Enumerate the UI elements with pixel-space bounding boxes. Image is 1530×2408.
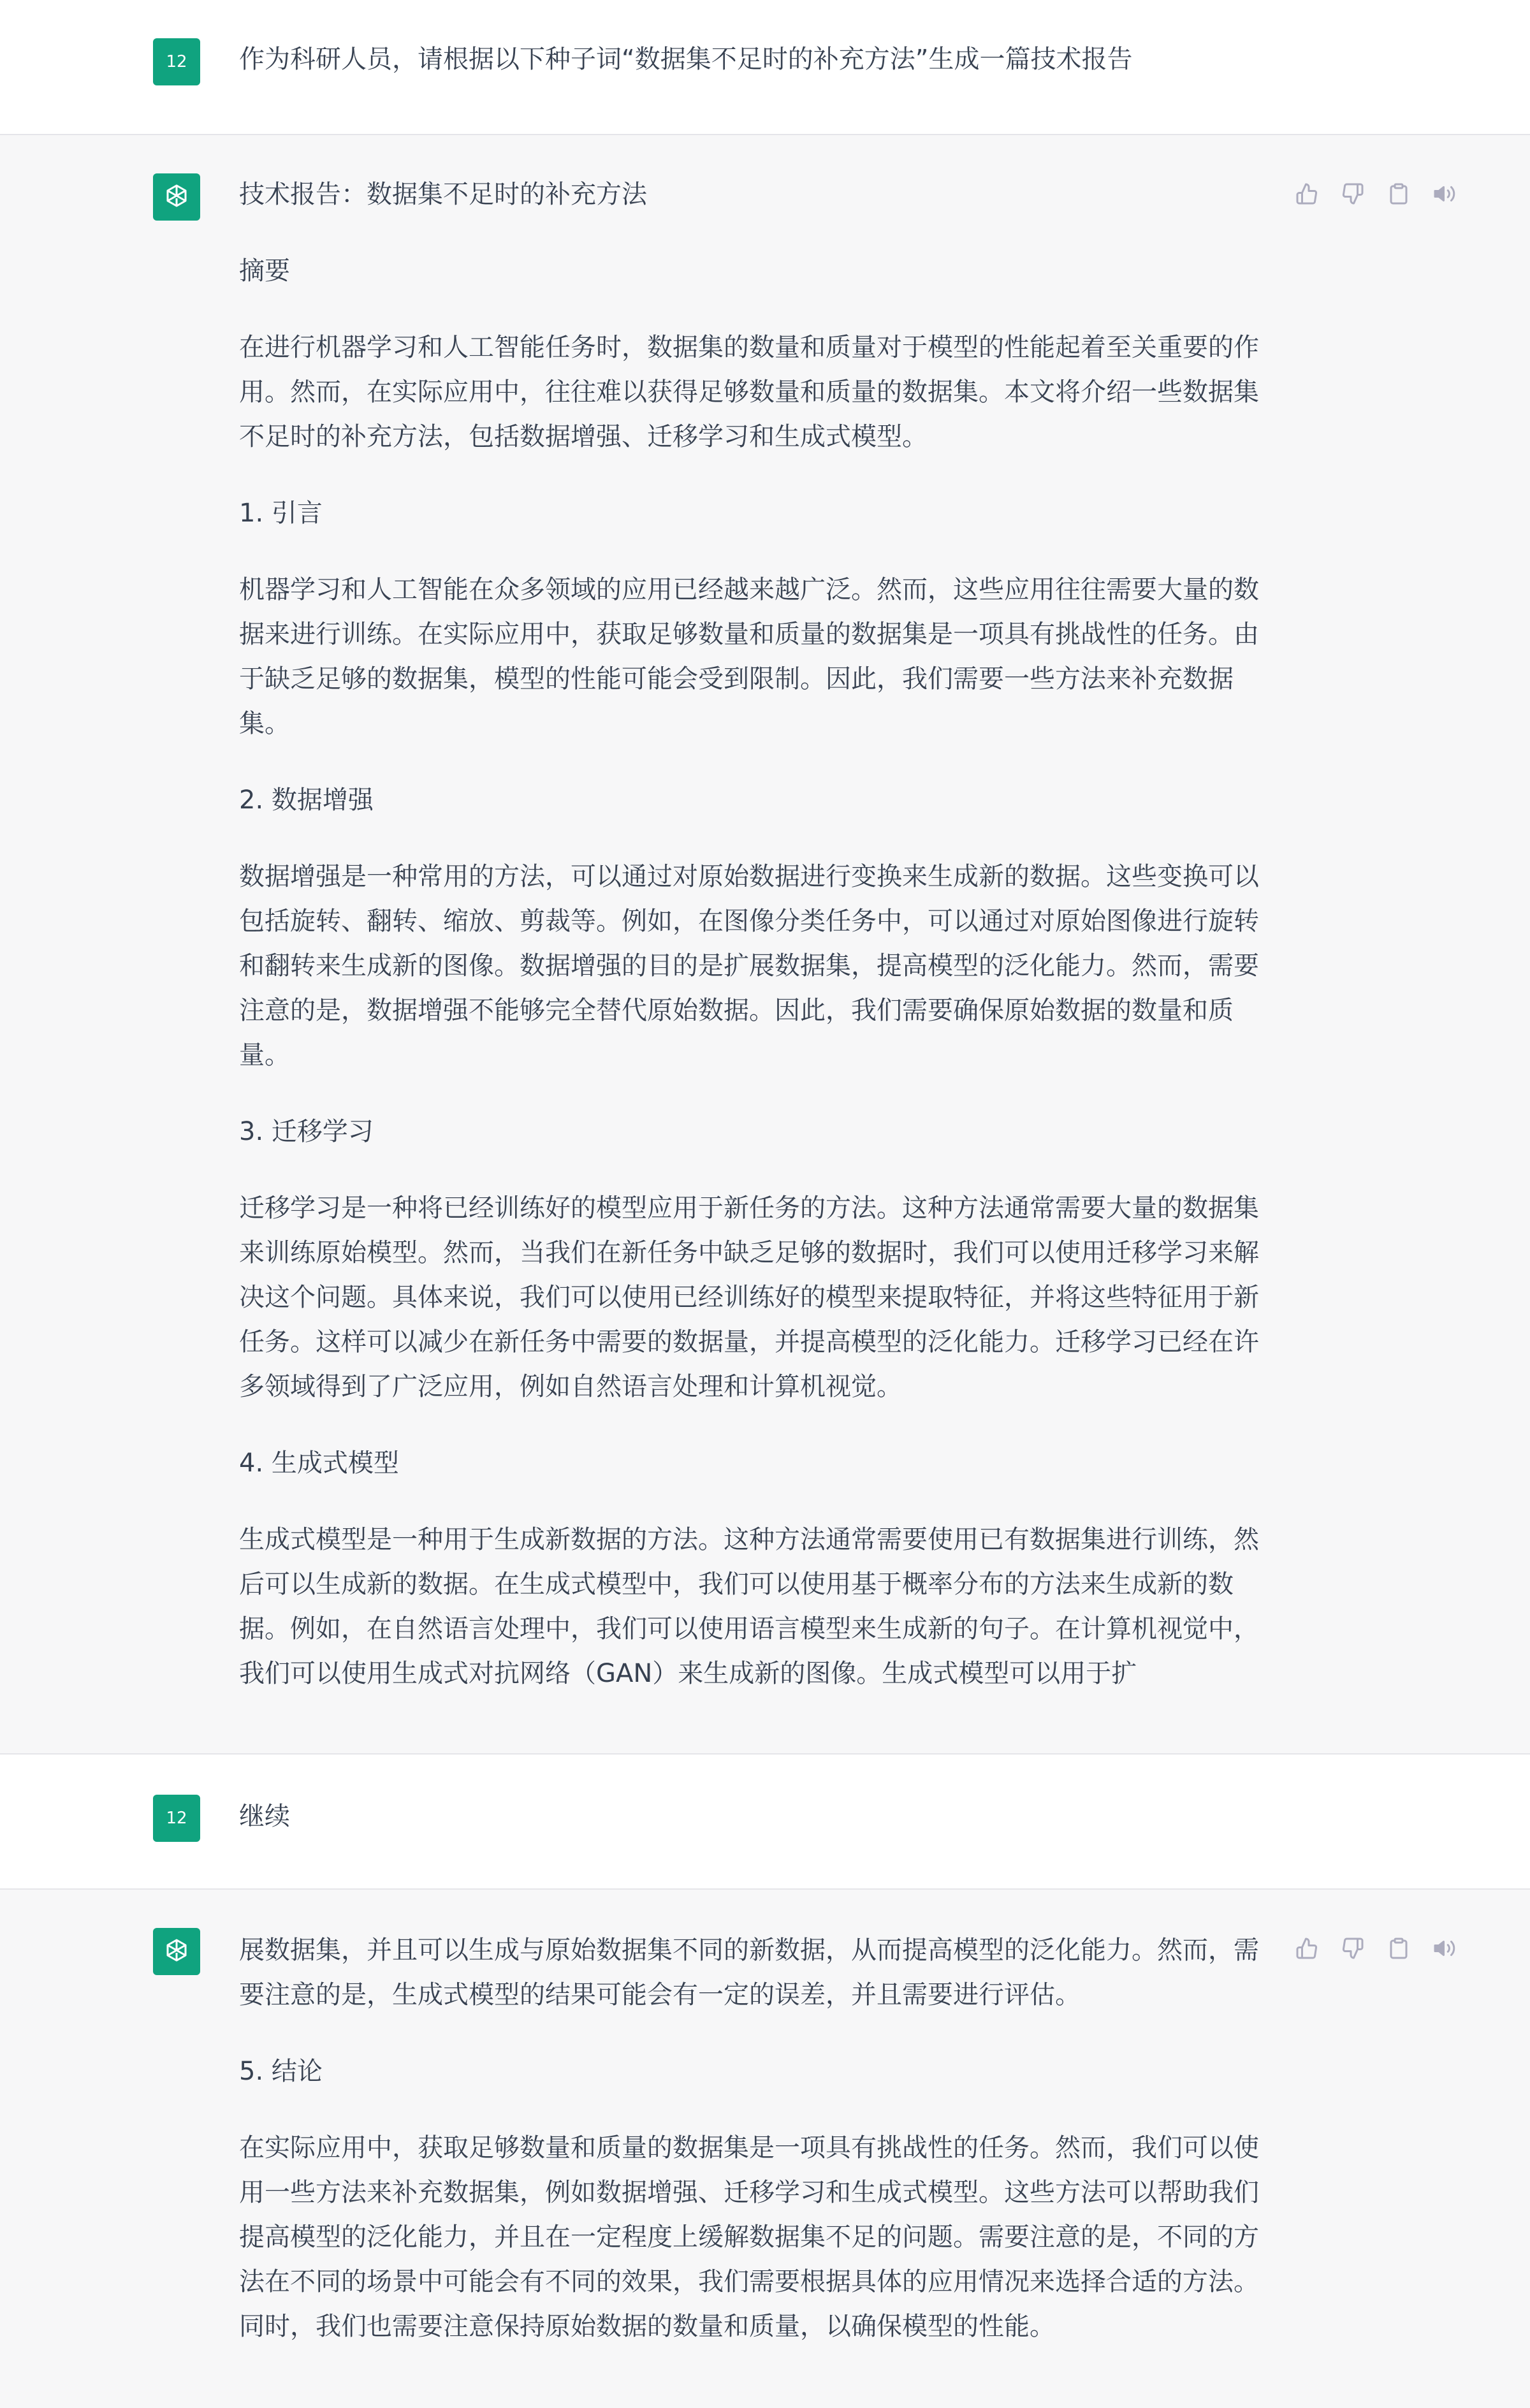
intro-paragraph: 机器学习和人工智能在众多领域的应用已经越来越广泛。然而，这些应用往往需要大量的数据来进行训练。在实际应用中，获取足够数量和质量的数据集是一项具有挑战性的任务。由于缺乏足够的数据集，模型的性能可能会受到限制。因此，我们需要一些方法来补充数据集。 (239, 575, 1259, 738)
chatgpt-logo-icon (153, 173, 200, 221)
user-message-text: 继续 (239, 1802, 290, 1831)
message-actions (1294, 1936, 1457, 1961)
abstract-heading: 摘要 (239, 256, 290, 286)
section-heading-transfer: 3. 迁移学习 (239, 1117, 374, 1146)
assistant-message-text (239, 1928, 1262, 2349)
user-message-1 (0, 0, 1530, 134)
user-avatar: 12 (153, 1795, 200, 1842)
transfer-paragraph: 迁移学习是一种将已经训练好的模型应用于新任务的方法。这种方法通常需要大量的数据集来训练原始模型。然而，当我们在新任务中缺乏足够的数据时，我们可以使用迁移学习来解决这个问题。具体来说，我们可以使用已经训练好的模型来提取特征，并将这些特征用于新任务。这样可以减少在新任务中需要的数据量，并提高模型的泛化能力。迁移学习已经在许多领域得到了广泛应用，例如自然语言处理和计算机视觉。 (239, 1193, 1259, 1401)
assistant-message-text (239, 172, 1262, 1696)
report-title: 技术报告：数据集不足时的补充方法 (239, 180, 647, 209)
section-heading-conclusion: 5. 结论 (239, 2057, 323, 2086)
thumbs-up-icon[interactable] (1294, 181, 1320, 207)
assistant-message-2 (0, 1890, 1530, 2408)
speaker-icon[interactable] (1432, 181, 1457, 207)
message-actions (1294, 181, 1457, 207)
speaker-icon[interactable] (1432, 1936, 1457, 1961)
assistant-message-1 (0, 135, 1530, 1753)
user-avatar: 12 (153, 38, 200, 85)
augmentation-paragraph: 数据增强是一种常用的方法，可以通过对原始数据进行变换来生成新的数据。这些变换可以包括旋转、翻转、缩放、剪裁等。例如，在图像分类任务中，可以通过对原始图像进行旋转和翻转来生成新的图像。数据增强的目的是扩展数据集，提高模型的泛化能力。然而，需要注意的是，数据增强不能够完全替代原始数据。因此，我们需要确保原始数据的数量和质量。 (239, 862, 1259, 1070)
conclusion-paragraph: 在实际应用中，获取足够数量和质量的数据集是一项具有挑战性的任务。然而，我们可以使用一些方法来补充数据集，例如数据增强、迁移学习和生成式模型。这些方法可以帮助我们提高模型的泛化能力，并且在一定程度上缓解数据集不足的问题。需要注意的是，不同的方法在不同的场景中可能会有不同的效果，我们需要根据具体的应用情况来选择合适的方法。同时，我们也需要注意保持原始数据的数量和质量，以确保模型的性能。 (239, 2133, 1259, 2341)
abstract-paragraph: 在进行机器学习和人工智能任务时，数据集的数量和质量对于模型的性能起着至关重要的作用。然而，在实际应用中，往往难以获得足够数量和质量的数据集。本文将介绍一些数据集不足时的补充方法，包括数据增强、迁移学习和生成式模型。 (239, 333, 1259, 451)
section-heading-intro: 1. 引言 (239, 499, 323, 528)
user-message-text: 作为科研人员，请根据以下种子词“数据集不足时的补充方法”生成一篇技术报告 (239, 45, 1133, 74)
section-heading-generative: 4. 生成式模型 (239, 1448, 399, 1478)
clipboard-icon[interactable] (1386, 181, 1411, 207)
section-heading-augmentation: 2. 数据增强 (239, 785, 374, 815)
generative-paragraph: 生成式模型是一种用于生成新数据的方法。这种方法通常需要使用已有数据集进行训练，然后可以生成新的数据。在生成式模型中，我们可以使用基于概率分布的方法来生成新的数据。例如，在自然语言处理中，我们可以使用语言模型来生成新的句子。在计算机视觉中，我们可以使用生成式对抗网络（GAN）来生成新的图像。生成式模型可以用于扩 (239, 1525, 1259, 1688)
thumbs-down-icon[interactable] (1340, 181, 1366, 207)
clipboard-icon[interactable] (1386, 1936, 1411, 1961)
thumbs-up-icon[interactable] (1294, 1936, 1320, 1961)
thumbs-down-icon[interactable] (1340, 1936, 1366, 1961)
continuation-paragraph: 展数据集，并且可以生成与原始数据集不同的新数据，从而提高模型的泛化能力。然而，需要注意的是，生成式模型的结果可能会有一定的误差，并且需要进行评估。 (239, 1936, 1259, 2010)
user-message-2 (0, 1755, 1530, 1888)
chatgpt-logo-icon (153, 1928, 200, 1975)
